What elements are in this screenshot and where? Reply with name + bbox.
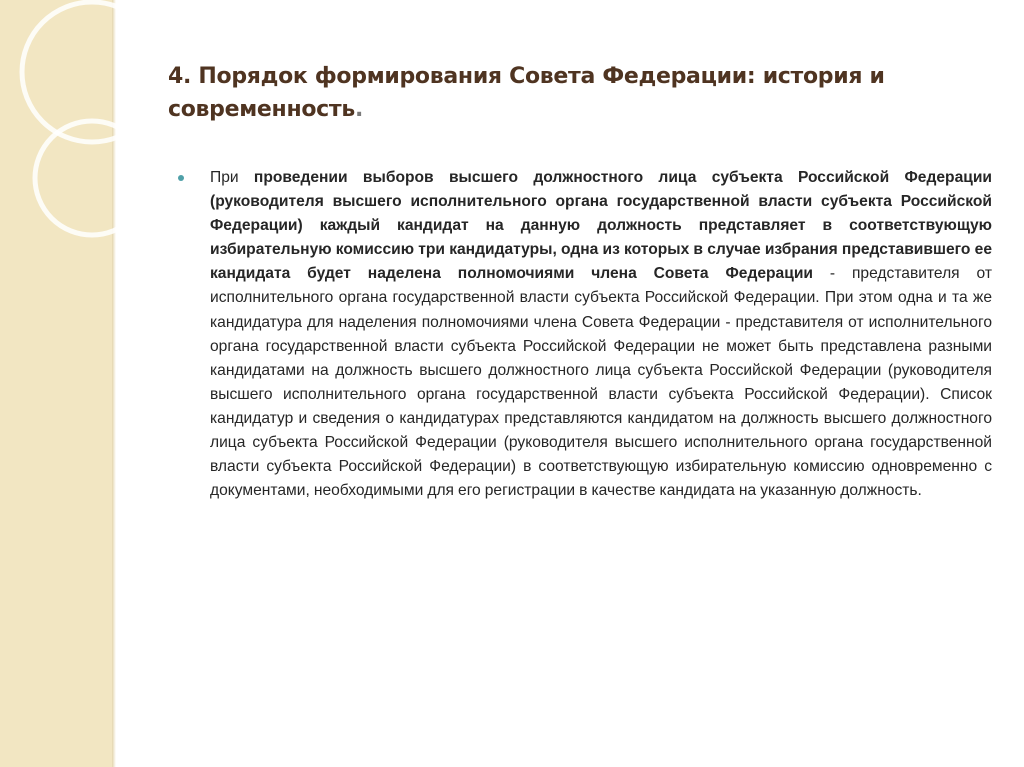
paragraph-regular-text: - представителя от исполнительного органа государственной власти субъекта Российской Федерации. При этом одна и та же кандидатура для наделения полномочиями члена Совета Федерации - представителя от исполнительного органа государственной власти субъекта Российской Федерации не может быть представлена разными кандидатами на должность высшего должностного лица субъекта Российской Федерации (руководителя высшего исполнительного органа государственной власти субъекта Российской Федерации). Список кандидатур и сведения о кандидатурах представляются кандидатом на должность высшего должностного лица субъекта Российской Федерации (руководителя высшего исполнительного органа государственной власти субъекта Российской Федерации) в соответствующую избирательную комиссию одновременно с документами, необходимыми для его регистрации в качестве кандидата на указанную должность.	[210, 265, 993, 500]
decorative-rings	[0, 0, 130, 260]
bullet-paragraph	[210, 166, 992, 503]
paragraph-bold-text: проведении выборов высшего должностного лица субъекта Российской Федерации (руководителя высшего исполнительного органа государственной власти субъекта Российской Федерации) каждый кандидат на данную должность представляет в соответствующую избирательную комиссию три кандидатуры, одна из которых в случае избрания представившего ее кандидата будет наделена полномочиями члена Совета Федерации	[210, 169, 992, 283]
slide-title-period: .	[354, 97, 364, 122]
bullet-dot-icon	[178, 175, 184, 181]
slide-title-text: 4. Порядок формирования Совета Федерации: история и современность	[168, 64, 885, 122]
slide-title	[168, 60, 968, 126]
paragraph-lead: При	[210, 169, 254, 186]
